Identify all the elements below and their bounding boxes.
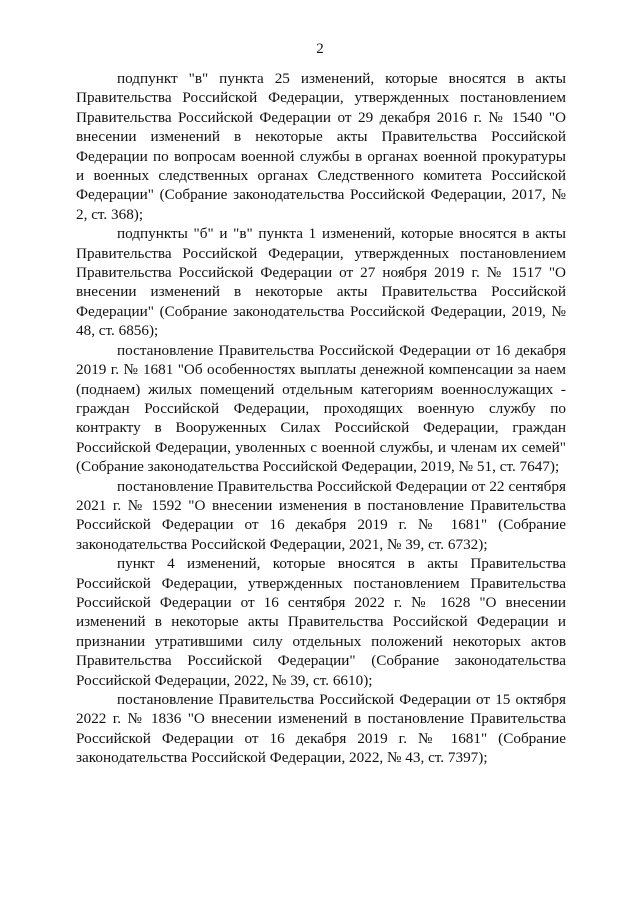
paragraph-6: постановление Правительства Российской Федерации от 15 октября 2022 г. № 1836 "О внесении изменений в постановление Правительства Российской Федерации от 16 декабря 2019 г. № 1681" (Собрание законодательства Российской Федерации, 2022, № 43, ст. 7397);: [76, 691, 566, 767]
paragraph-4: постановление Правительства Российской Федерации от 22 сентября 2021 г. № 1592 "О внесении изменения в постановление Правительства Российской Федерации от 16 декабря 2019 г. № 1681" (Собрание законодательства Российской Федерации, 2021, № 39, ст. 6732);: [76, 477, 566, 553]
paragraph-3: постановление Правительства Российской Федерации от 16 декабря 2019 г. № 1681 "Об особенностях выплаты денежной компенсации за наем (поднаем) жилых помещений отдельным категориям военнослужащих - граждан Российской Федерации, проходящих военную службу по контракту в Вооруженных Силах Российской Федерации, граждан Российской Федерации, уволенных с военной службы, и членам их семей" (Собрание законодательства Российской Федерации, 2019, № 51, ст. 7647);: [76, 341, 566, 476]
paragraph-2: подпункты "б" и "в" пункта 1 изменений, которые вносятся в акты Правительства Российской Федерации, утвержденных постановлением Правительства Российской Федерации от 27 ноября 2019 г. № 1517 "О внесении изменений в некоторые акты Правительства Российской Федерации" (Собрание законодательства Российской Федерации, 2019, № 48, ст. 6856);: [76, 225, 566, 340]
paragraph-5: пункт 4 изменений, которые вносятся в акты Правительства Российской Федерации, утвержденных постановлением Правительства Российской Федерации от 16 сентября 2022 г. № 1628 "О внесении изменений в некоторые акты Правительства Российской Федерации и признании утратившими силу отдельных положений некоторых актов Правительства Российской Федерации" (Собрание законодательства Российской Федерации, 2022, № 39, ст. 6610);: [76, 555, 566, 689]
paragraph-1: подпункт "в" пункта 25 изменений, которые вносятся в акты Правительства Российской Федерации, утвержденных постановлением Правительства Российской Федерации от 29 декабря 2016 г. № 1540 "О внесении изменений в некоторые акты Правительства Российской Федерации по вопросам военной службы в органах военной прокуратуры и военных следственных органах Следственного комитета Российской Федерации" (Собрание законодательства Российской Федерации, 2017, № 2, ст. 368);: [76, 70, 566, 223]
page-number: 2: [316, 41, 324, 57]
document-body: [76, 69, 566, 768]
